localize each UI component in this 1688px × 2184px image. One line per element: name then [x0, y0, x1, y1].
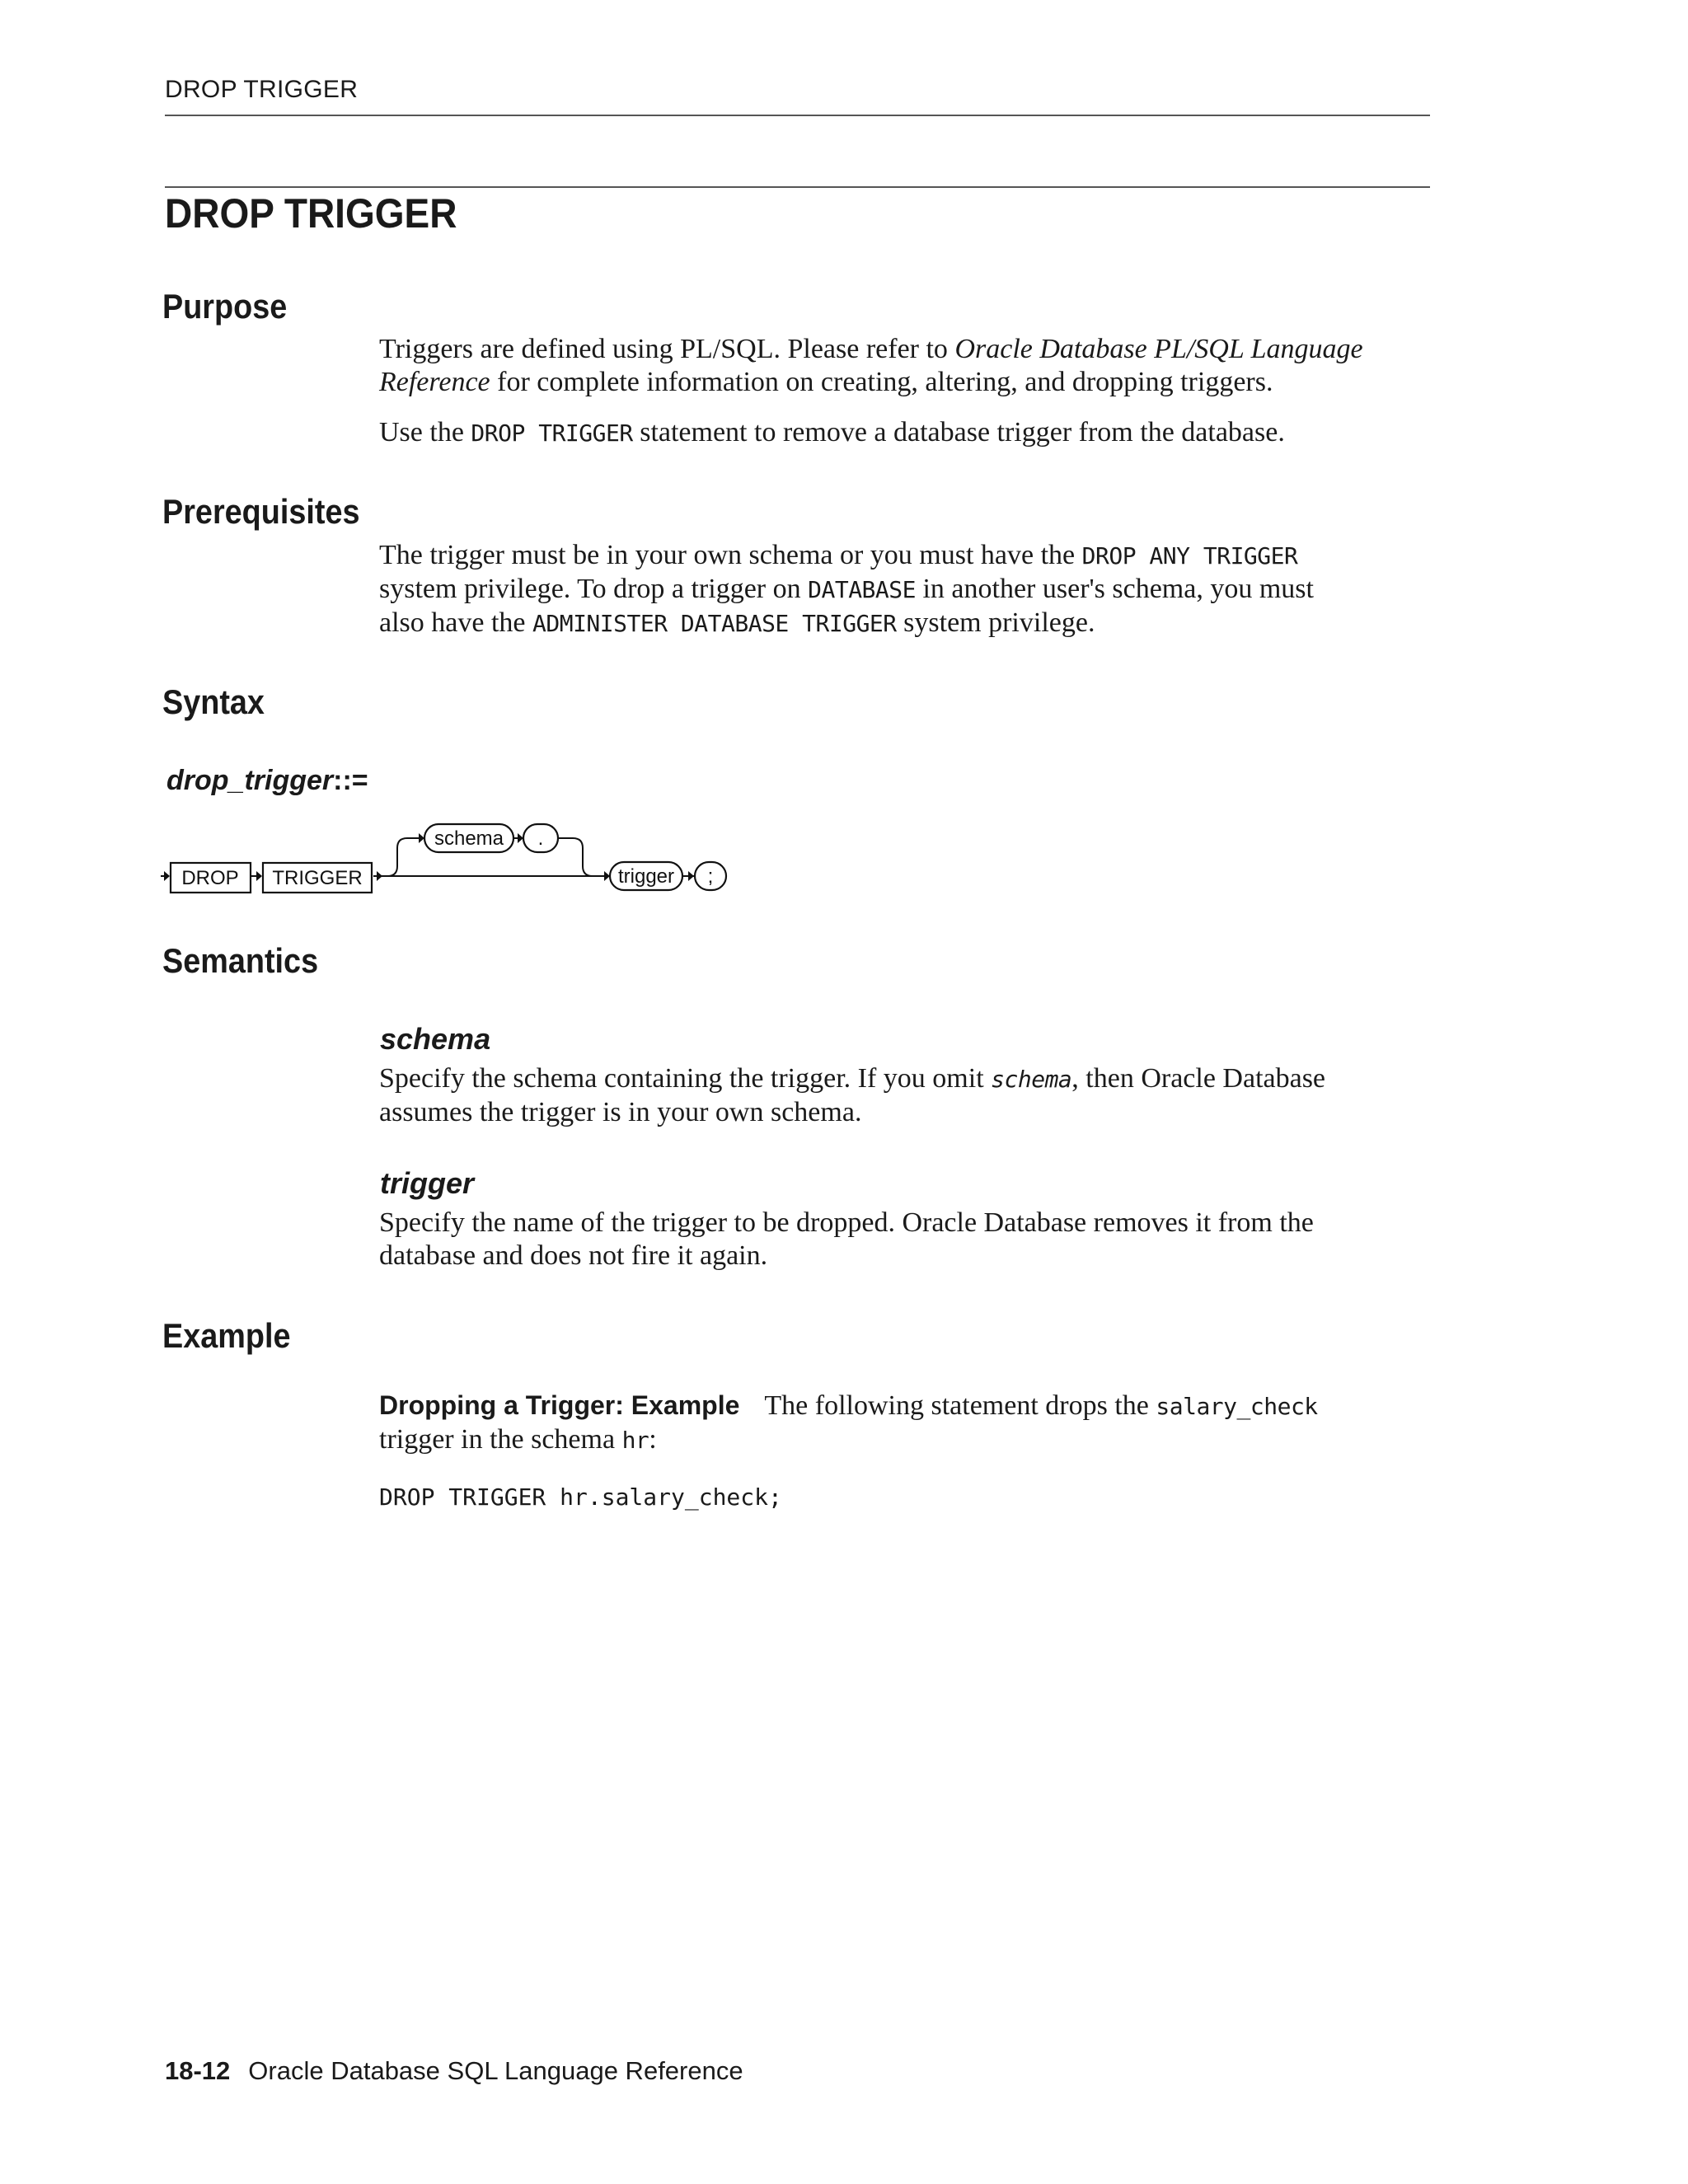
schema-subheading: schema: [380, 1022, 491, 1056]
schema-paragraph: Specify the schema containing the trigger. If you omit schema, then Oracle Database assumes the trigger is in your own schema.: [379, 1063, 1326, 1127]
inline-code: DATABASE: [808, 576, 916, 603]
example-heading: Example: [162, 1316, 291, 1355]
syntax-label: drop_trigger::=: [166, 765, 368, 796]
reference-title: Oracle Database PL/SQL Language: [954, 334, 1363, 364]
reference-title-cont: Reference: [379, 367, 490, 397]
railroad-diagram: [161, 820, 754, 902]
book-title: Oracle Database SQL Language Reference: [248, 2056, 743, 2085]
prerequisites-paragraph: The trigger must be in your own schema or you must have the DROP ANY TRIGGER system privilege. To drop a trigger on DATABASE in another user's schema, you must also have the ADMINISTER DATABASE TRIGGER system privilege.: [379, 540, 1314, 638]
trigger-subheading: trigger: [380, 1166, 475, 1200]
keyword-drop: DROP: [181, 867, 239, 889]
page-title: DROP TRIGGER: [165, 190, 457, 237]
example-runin-heading: Dropping a Trigger: Example: [379, 1390, 740, 1420]
trigger-paragraph: Specify the name of the trigger to be dropped. Oracle Database removes it from the database and does not fire it again.: [379, 1207, 1314, 1271]
running-header: DROP TRIGGER: [165, 76, 359, 103]
example-code-block: DROP TRIGGER hr.salary_check;: [379, 1483, 782, 1511]
inline-code: DROP ANY TRIGGER: [1081, 542, 1298, 569]
keyword-trigger: TRIGGER: [272, 867, 363, 889]
purpose-heading: Purpose: [162, 287, 288, 326]
inline-code: schema: [991, 1066, 1072, 1093]
ident-semicolon: ;: [707, 865, 714, 888]
syntax-heading: Syntax: [162, 682, 265, 721]
title-rule: [165, 186, 1430, 188]
ident-trigger: trigger: [617, 865, 675, 888]
purpose-paragraph-2: Use the DROP TRIGGER statement to remove a database trigger from the database.: [379, 417, 1285, 448]
ident-dot: .: [537, 827, 544, 850]
inline-code: ADMINISTER DATABASE TRIGGER: [532, 610, 897, 637]
ident-schema: schema: [434, 827, 504, 850]
prerequisites-heading: Prerequisites: [162, 492, 360, 531]
example-paragraph: Dropping a Trigger: Example The following statement drops the salary_check trigger in the schema hr:: [379, 1390, 1318, 1455]
semantics-heading: Semantics: [162, 941, 319, 980]
inline-code: hr: [621, 1427, 649, 1454]
inline-code: salary_check: [1156, 1393, 1318, 1420]
inline-code: DROP TRIGGER: [471, 419, 633, 447]
page-number: 18-12: [165, 2056, 231, 2085]
purpose-paragraph-1: Triggers are defined using PL/SQL. Please refer to Oracle Database PL/SQL Language Reference for complete information on creating, altering, and dropping triggers.: [379, 334, 1363, 397]
header-rule: [165, 115, 1430, 116]
page-footer: [165, 2056, 743, 2086]
